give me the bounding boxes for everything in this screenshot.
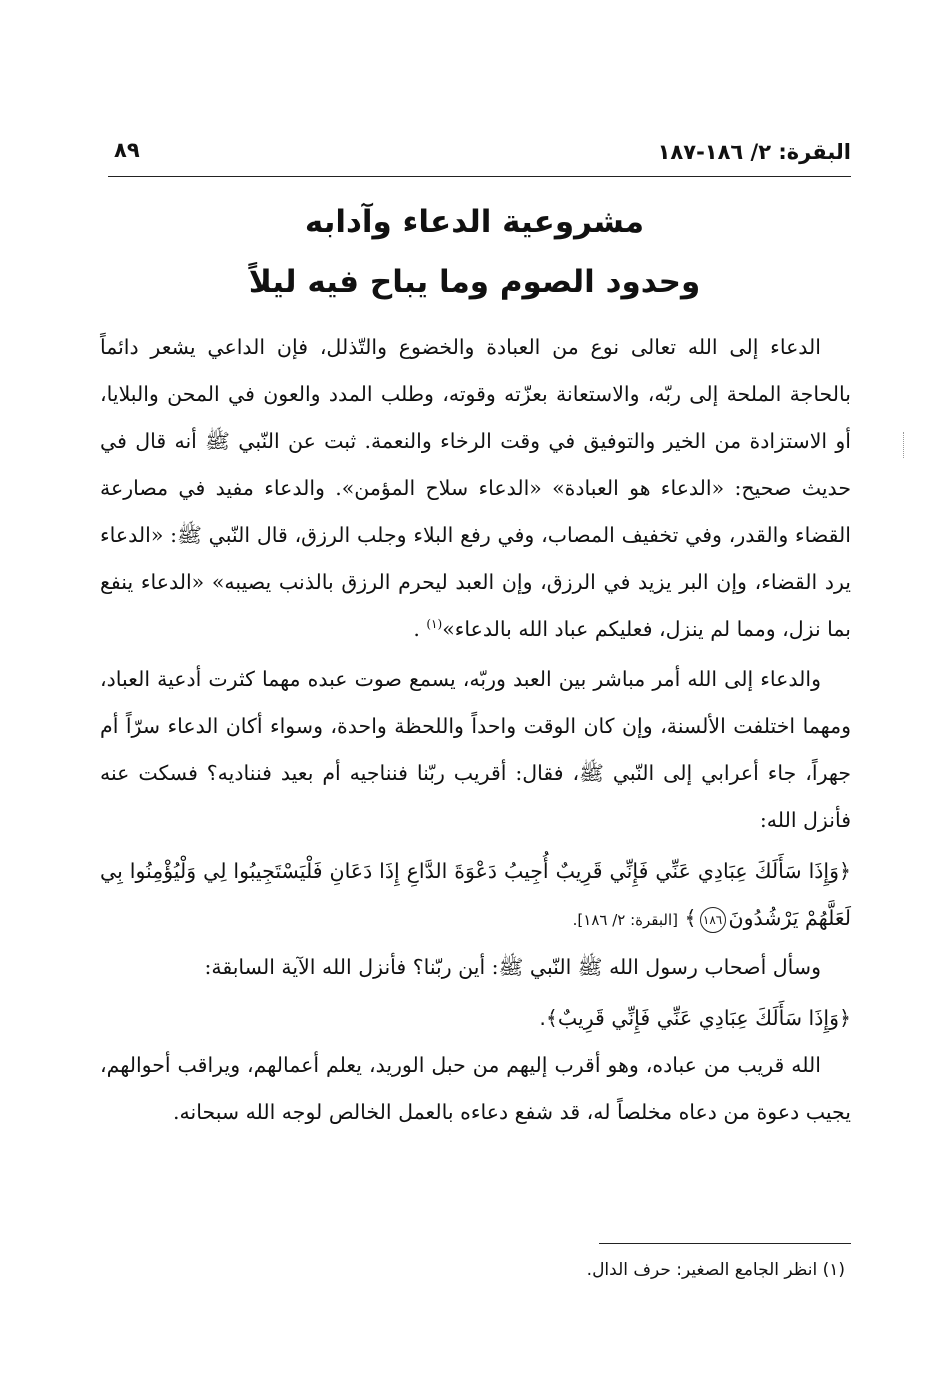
footnote: (١) انظر الجامع الصغير: حرف الدال. [586, 1260, 845, 1280]
paragraph-4: الله قريب من عباده، وهو أقرب إليهم من حبل الوريد، يعلم أعمالهم، ويراقب أحوالهم، يجيب دعوة من دعاه مخلصاً له، قد شفع دعاءه بالعمل الخالص لوجه الله سبحانه. [100, 1053, 851, 1124]
verse-1-reference: [البقرة: ٢/ ١٨٦]. [572, 911, 678, 929]
quran-verse-1 [100, 848, 851, 944]
paragraph-1-text: الدعاء إلى الله تعالى نوع من العبادة والخضوع والتّذلل، فإن الداعي يشعر دائماً بالحاجة الملحة إلى ربّه، والاستعانة بعزّته وقوته، وطلب المدد والعون في المحن والبلايا، أو الاستزادة من الخير والتوفيق في وقت الرخاء والنعمة. ثبت عن النّبي ﷺ أنه قال في حديث صحيح: «الدعاء هو العبادة» «الدعاء سلاح المؤمن». والدعاء مفيد في مصارعة القضاء والقدر، وفي تخفيف المصاب، وفي رفع البلاء وجلب الرزق، قال النّبي ﷺ: «الدعاء يرد القضاء، وإن البر يزيد في الرزق، وإن العبد ليحرم الرزق بالذنب يصيبه» «الدعاء ينفع بما نزل، ومما لم ينزل، فعليكم عباد الله بالدعاء» [100, 335, 851, 641]
chapter-title-line-1: مشروعية الدعاء وآدابه [304, 204, 645, 240]
footnote-marker: (١) [426, 617, 443, 632]
footnote-divider [599, 1243, 851, 1244]
chapter-title-line-2: وحدود الصوم وما يباح فيه ليلاً [248, 264, 701, 300]
paragraph-3: وسأل أصحاب رسول الله ﷺ النّبي ﷺ: أين ربّنا؟ فأنزل الله الآية السابقة: [204, 955, 821, 979]
verse-2-close-bracket: ﴾. [539, 1006, 558, 1030]
margin-mark [903, 432, 907, 458]
quran-verse-2 [100, 995, 851, 1042]
body-text [100, 324, 851, 1136]
verse-2-text: وَإِذَا سَأَلَكَ عِبَادِي عَنِّي فَإِنِّي قَرِيبٌ [557, 1006, 839, 1030]
paragraph-1 [100, 324, 851, 653]
ayah-number-badge: ١٨٦ [700, 907, 726, 933]
verse-1-text: وَإِذَا سَأَلَكَ عِبَادِي عَنِّي فَإِنِّي قَرِيبٌ أُجِيبُ دَعْوَةَ الدَّاعِ إِذَا دَعَانِ فَلْيَسْتَجِيبُوا لِي وَلْيُؤْمِنُوا بِي لَعَلَّهُمْ يَرْشُدُونَ [100, 859, 851, 930]
running-header [108, 136, 851, 177]
paragraph-2: والدعاء إلى الله أمر مباشر بين العبد وربّه، يسمع صوت عبده مهما كثرت أدعية العباد، ومهما اختلفت الألسنة، وإن كان الوقت واحداً واللحظة واحدة، وسواء أكان الدعاء سرّاً أم جهراً، جاء أعرابي إلى النّبي ﷺ، فقال: أقريب ربّنا فنناجيه أم بعيد فنناديه؟ فسكت عنه فأنزل الله: [100, 667, 851, 832]
chapter-title [100, 192, 849, 312]
surah-reference: البقرة: ٢/ ١٨٦-١٨٧ [657, 140, 851, 164]
page-number: ٨٩ [114, 138, 140, 162]
paragraph-1-end: . [413, 617, 427, 641]
verse-1-open-bracket: ﴿ [838, 859, 851, 883]
verse-1-close-bracket: ﴾ [684, 906, 697, 930]
verse-2-open-bracket: ﴿ [838, 1006, 851, 1030]
